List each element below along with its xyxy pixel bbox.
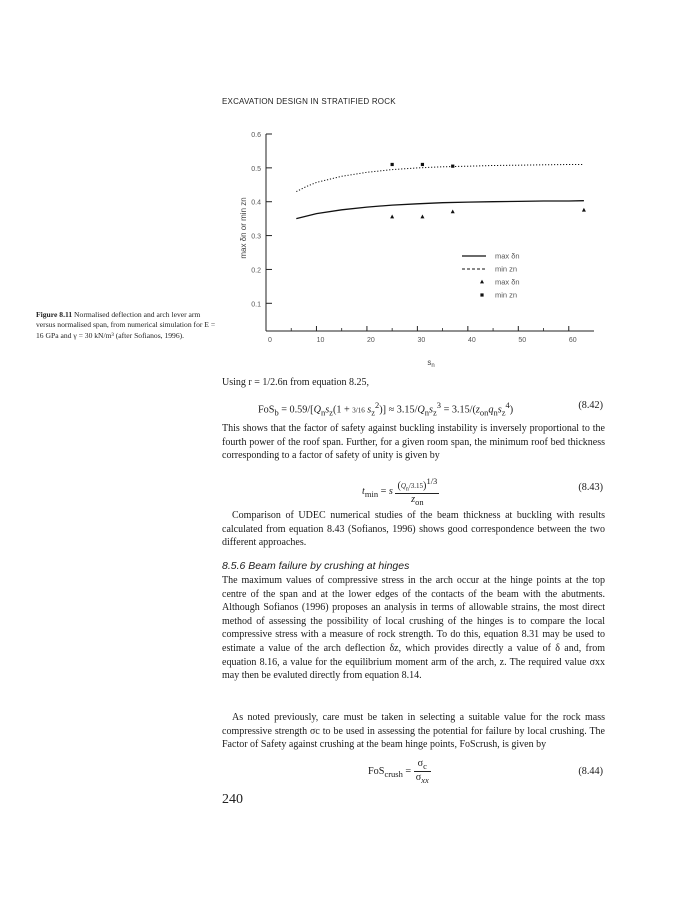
x-tick-label: 0 xyxy=(268,337,272,344)
using-line: Using r = 1/2.6n from equation 8.25, xyxy=(222,377,370,388)
page-number: 240 xyxy=(222,792,243,807)
legend-label: max δn xyxy=(495,251,520,261)
y-tick-label: 0.3 xyxy=(251,233,261,241)
series-max-delta-line xyxy=(296,201,584,219)
figure-caption-text: Normalised deflection and arch lever arm versus normalised span, from numerical simulation for E = 16 GPa and γ = 30 kN/m³ (after Sofianos, 1996). xyxy=(36,310,216,340)
series-min-z-line xyxy=(296,165,584,192)
equation-number: (8.42) xyxy=(578,400,603,411)
y-tick-label: 0.1 xyxy=(251,301,261,309)
equation-8-43: $t_{min} = s$ $\frac{(Q_n/3.15)^{1/3}}{z_{on}}$ (8.43) xyxy=(362,476,603,507)
y-tick-label: 0.4 xyxy=(251,199,261,207)
triangle-marker xyxy=(420,215,424,219)
figure-label: Figure 8.11 xyxy=(36,310,73,319)
y-tick-label: 0.6 xyxy=(251,132,261,139)
legend-label: max δn xyxy=(495,277,520,287)
paragraph-1: This shows that the factor of safety against buckling instability is inversely proportional to the fourth power of the roof span. Further, for a given room span, the minimum roof bed thickness corresponding to a factor of safety of unity is given by xyxy=(222,423,605,462)
square-marker xyxy=(421,163,424,166)
x-tick-label: 20 xyxy=(367,337,375,344)
square-marker xyxy=(391,163,394,166)
x-axis-label-sub: n xyxy=(431,363,435,369)
legend-swatch-square xyxy=(480,293,483,296)
equation-8-42: $FoS_b = 0.59/[Q_ns_z(1 + 3/16$ $s_z^2)] \approx 3.15/Q_ns_z^3 = 3.15/(z_{on}q_ns_z^4)$ (8.42) xyxy=(258,400,603,418)
y-axis-label: max δn or min zn xyxy=(239,197,248,259)
paragraph-4: As noted previously, care must be taken in selecting a suitable value for the rock mass compressive strength σc to be used in assessing the potential for failure by local crushing. The Factor of Safety against crushing at the beam hinge points, FoScrush, is given by xyxy=(222,712,605,751)
x-axis-label: $s_n$ xyxy=(427,358,435,369)
running-head: EXCAVATION DESIGN IN STRATIFIED ROCK xyxy=(222,97,396,106)
equation-number: (8.43) xyxy=(578,482,603,493)
square-marker xyxy=(451,165,454,168)
triangle-marker xyxy=(451,209,455,213)
x-tick-label: 40 xyxy=(467,337,476,344)
legend-swatch-triangle xyxy=(480,280,484,284)
y-tick-label: 0.2 xyxy=(251,267,261,275)
x-tick-label: 50 xyxy=(518,337,527,344)
x-tick-label: 10 xyxy=(316,337,325,344)
triangle-marker xyxy=(390,215,394,219)
equation-8-44: FoS$_{crush}$ = $\frac{\sigma_c}{\sigma_{xx}}$ (8.44) xyxy=(368,758,603,786)
section-heading: 8.5.6 Beam failure by crushing at hinges xyxy=(222,560,410,572)
equation-number: (8.44) xyxy=(578,766,603,777)
y-tick-label: 0.5 xyxy=(251,165,261,173)
x-tick-label: 30 xyxy=(417,337,426,344)
triangle-marker xyxy=(582,208,586,212)
legend-label: min zn xyxy=(495,290,518,300)
paragraph-3: The maximum values of compressive stress in the arch occur at the hinge points at the top centre of the span and at the lower edges of the contacts of the beam with the abutments. Although Sofianos (1996) proposes an analysis in terms of allowable strains, the most direct method of assessing the possibility of local crushing of the hinges is to compare the local compressive stress with a measure of rock strength. To do this, equation 8.31 may be used to estimate a value of the arch deflection δz, which provides directly a value of δ and, from equation 8.16, a value for the equilibrium moment arm of the arch, z. The required value σxx may then be evaluted directly from equation 8.14. xyxy=(222,575,605,682)
paragraph-2: Comparison of UDEC numerical studies of the beam thickness at buckling with results calculated from equation 8.43 (Sofianos, 1996) shows good correspondence between the two different approaches. xyxy=(222,510,605,549)
figure-caption xyxy=(36,310,218,341)
legend-label: min zn xyxy=(495,264,518,274)
x-tick-label: 60 xyxy=(568,337,577,344)
